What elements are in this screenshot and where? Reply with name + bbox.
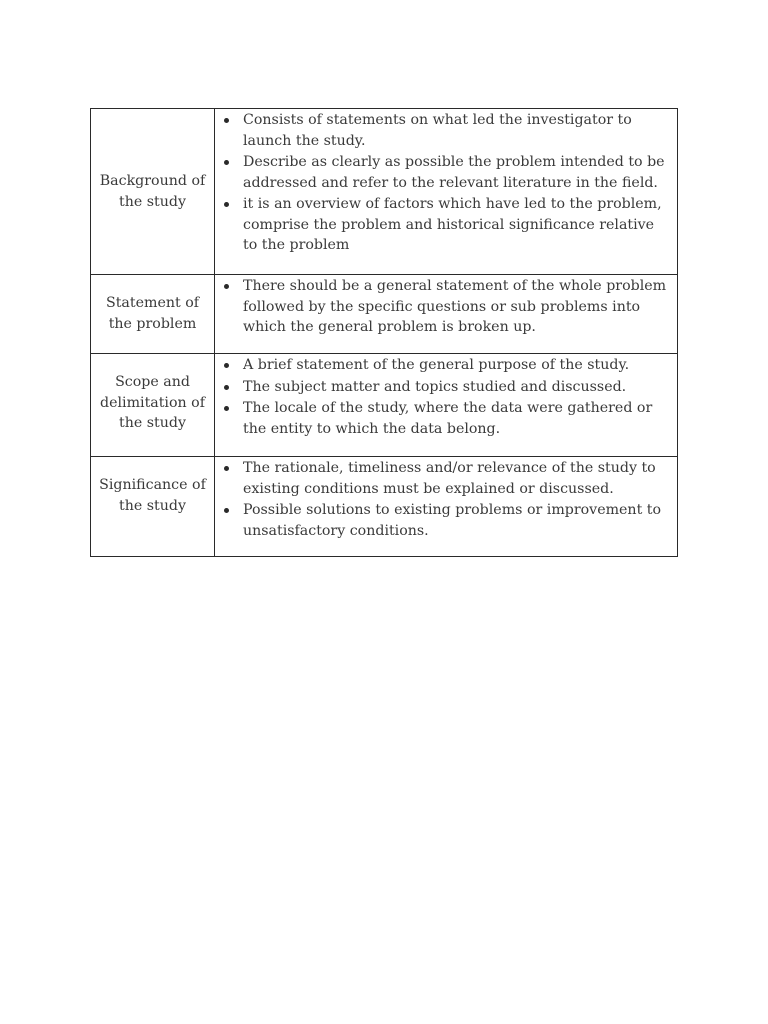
bullet-list [243, 276, 671, 338]
table-row-significance [91, 457, 678, 557]
table-row-background [91, 109, 678, 275]
bullet-item: Consists of statements on what led the investigator to launch the study. [243, 110, 671, 151]
table-row-scope [91, 354, 678, 457]
bullet-item: The rationale, timeliness and/or relevance of the study to existing conditions must be explained or discussed. [243, 458, 671, 499]
row-content-significance [215, 457, 678, 557]
row-content-scope [215, 354, 678, 457]
bullet-item: The subject matter and topics studied and discussed. [243, 377, 671, 398]
bullet-list [243, 110, 671, 256]
bullet-item: it is an overview of factors which have led to the problem, comprise the problem and historical significance relative to the problem [243, 194, 671, 256]
bullet-list [243, 355, 671, 439]
bullet-item: A brief statement of the general purpose of the study. [243, 355, 671, 376]
bullet-item: The locale of the study, where the data were gathered or the entity to which the data belong. [243, 398, 671, 439]
row-label-scope: Scope and delimitation of the study [91, 354, 215, 457]
bullet-list [243, 458, 671, 541]
row-label-background: Background of the study [91, 109, 215, 275]
bullet-item: There should be a general statement of the whole problem followed by the specific questions or sub problems into which the general problem is broken up. [243, 276, 671, 338]
row-label-statement: Statement of the problem [91, 275, 215, 354]
row-content-statement [215, 275, 678, 354]
research-components-table [90, 108, 678, 557]
row-content-background [215, 109, 678, 275]
row-label-significance: Significance of the study [91, 457, 215, 557]
bullet-item: Describe as clearly as possible the problem intended to be addressed and refer to the relevant literature in the field. [243, 152, 671, 193]
bullet-item: Possible solutions to existing problems or improvement to unsatisfactory conditions. [243, 500, 671, 541]
table-row-statement [91, 275, 678, 354]
